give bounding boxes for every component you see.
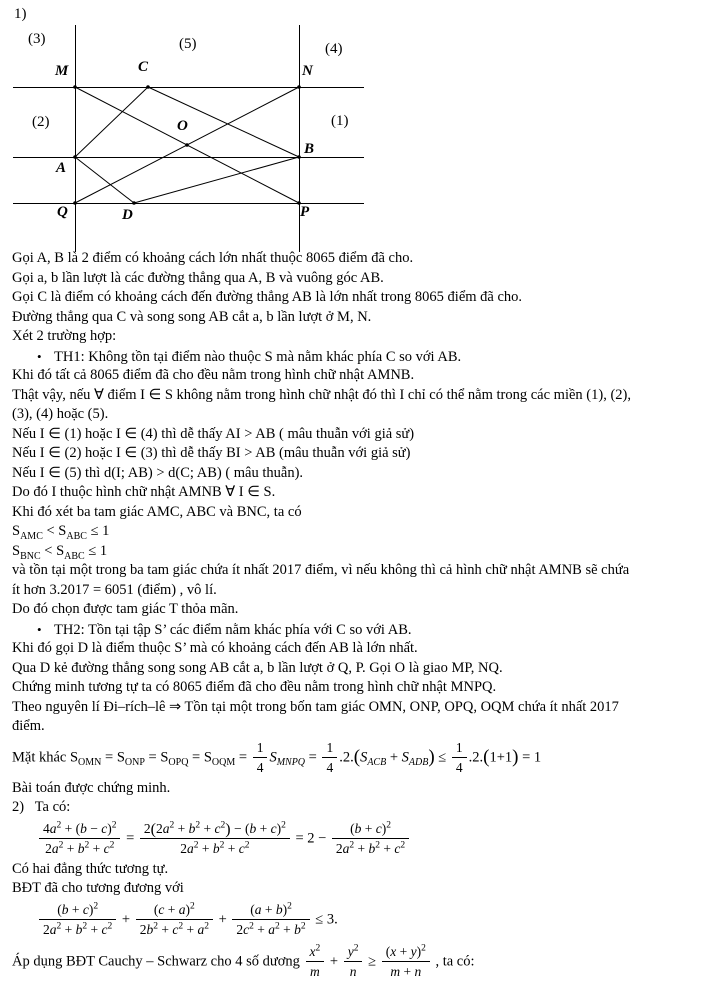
math-token: ) [225,820,231,838]
math-token: .2. [339,748,354,765]
math-token: 2 [58,840,64,850]
math-token: < S [40,542,65,559]
math-token: ) [276,820,282,836]
math-token: = [235,748,251,765]
math-token: 2 [56,921,62,931]
math-token: c [270,820,277,836]
fraction [39,820,120,856]
text-line: Gọi C là điểm có khoảng cách đến đường thẳng AB là lớn nhất trong 8065 điểm đã cho. [12,289,523,305]
math-token: + [380,840,395,856]
math-token: + [198,840,213,856]
math-token: ≥ [364,952,380,969]
math-token: 2 [195,820,201,830]
numerator [332,820,409,838]
denominator [306,961,325,979]
math-token: = [305,748,321,765]
display-formula [12,899,704,941]
math-token: c [214,820,221,836]
math-token: = S [188,748,212,765]
math-token: b [212,840,220,856]
math-token: 2 [400,840,406,850]
numerator [136,901,213,919]
bullet-line [12,620,704,640]
math-token: = 2 − [291,829,330,846]
math-token: + [89,840,104,856]
math-token: 2 [111,820,117,830]
math-token: 2 [219,840,225,850]
math-token: + [261,901,276,917]
math-token: 2 [193,840,199,850]
text-line: Khi đó gọi D là điểm thuộc S’ mà có khoảng cách đến AB là lớn nhất. [12,640,418,656]
text-line: Đường thẳng qua C và song song AB cắt a, b lần lượt ở M, N. [12,308,372,325]
math-token: 2 [180,840,187,856]
math-token: y [347,943,354,959]
region-label-3: (3) [28,31,46,47]
region-label-1: (1) [331,113,349,129]
math-token: 4 [43,820,50,836]
math-token: b [146,921,154,937]
denominator [344,961,363,979]
numerator [344,943,363,961]
math-token: ) [107,820,112,836]
numerator [322,739,337,757]
math-token: − ( [230,820,250,836]
denominator [232,919,309,937]
fraction [140,820,290,856]
math-token: + [386,748,402,765]
point-label-O: O [177,118,188,134]
math-token: c [101,820,108,836]
text-line: Bài toán được chứng minh. [12,779,171,796]
math-token: S [12,542,21,559]
text-line: Khi đó tất cả 8065 điểm đã cho đều nằm trong hình chữ nhật AMNB. [12,367,415,383]
math-token: , ta có: [431,952,475,969]
math-token: 2 [156,820,163,836]
text-line: điểm. [12,718,45,734]
math-token: + [68,901,83,917]
point-dot [73,85,77,89]
math-token: + [157,921,173,937]
point-label-A: A [56,160,67,176]
math-token: a [162,820,170,836]
math-token: b [188,820,196,836]
math-token: 2 [82,921,88,931]
math-token: a [197,921,205,937]
numerator [39,901,116,919]
figure-line [75,87,148,157]
fraction [382,943,430,979]
math-token: 4 [455,759,463,775]
fraction [39,901,116,937]
math-token: + [61,921,76,937]
math-token: ) [282,901,288,917]
math-token: ( [353,745,361,767]
inline-formula-line [12,522,704,542]
math-token: ( [350,820,355,836]
numerator [140,820,290,838]
math-token: 2 [204,921,209,931]
math-token: 2 [236,921,244,937]
math-token: + [354,840,369,856]
fraction [136,901,213,937]
point-dot [146,85,150,89]
region-label-2: (2) [32,114,50,130]
figure-line [134,157,299,203]
point-label-N: N [302,63,313,79]
math-token: Áp dụng BĐT Cauchy – Schwarz cho 4 số dương [12,952,304,969]
math-token: c [158,901,165,917]
math-token: + [63,840,78,856]
math-token: 2 [300,921,306,931]
math-token: a [51,840,59,856]
math-token: m [390,963,401,979]
math-token: ONP [124,756,145,768]
text-line: BĐT đã cho tương đương với [12,880,184,896]
math-token: c [238,840,245,856]
figure-canvas [0,0,704,262]
math-token: 2 [143,820,151,836]
math-token: OMN [78,756,102,768]
text-line: Gọi A, B là 2 điểm có khoảng cách lớn nhất thuộc 8065 điểm đã cho. [12,250,414,266]
math-token: b [75,921,83,937]
solution-text [12,249,704,983]
point-dot [73,201,77,205]
denominator [253,757,268,775]
math-token: 2 [349,840,355,850]
math-token: Mặt khác S [12,748,79,765]
bullet-text: TH1: Không tồn tại điểm nào thuộc S mà nằm khác phía C so với AB. [54,348,462,365]
point-label-C: C [138,59,149,75]
fraction [322,739,337,775]
display-formula [12,941,704,983]
math-token: ABC [66,530,87,542]
math-token: S [269,748,277,765]
numerator [39,820,120,838]
text-line: ít hơn 3.2017 = 6051 (điểm) , vô lí. [12,581,217,598]
point-dot [297,85,301,89]
math-token: + [183,921,198,937]
fraction [232,901,309,937]
numerator [253,739,268,757]
display-formula [12,737,704,779]
math-token: a [254,901,262,917]
math-token: 2 [287,901,292,911]
math-token: 2 [178,921,184,931]
math-token: ( [57,901,62,917]
math-token: ( [385,943,391,959]
denominator [39,919,116,937]
math-token: + [279,921,295,937]
math-token: 2 [375,840,381,850]
math-token: 2 [56,820,62,830]
fraction [306,943,325,979]
region-label-5: (5) [179,36,197,52]
denominator [39,838,120,856]
math-token: + [164,901,179,917]
math-token: OQM [211,756,236,768]
math-token: 2 [93,901,99,911]
math-token: ) [185,901,190,917]
math-token: 2 [139,921,147,937]
denominator [332,838,409,856]
numerator [232,901,309,919]
math-token: ( [250,901,255,917]
fraction [344,943,363,979]
math-token: + [214,910,231,927]
math-token: c [101,921,108,937]
math-token: c [375,820,382,836]
denominator [136,919,213,937]
math-token: b [368,840,376,856]
math-token: 2 [353,943,359,953]
math-token: 2 [421,943,426,953]
math-token: BNC [20,550,41,562]
math-token: 4 [256,759,264,775]
math-token: n [349,963,357,979]
fraction [253,739,268,775]
math-token: + [253,921,269,937]
math-token: − [86,820,102,836]
math-token: ACB [367,756,387,768]
math-token: ADB [408,756,429,768]
figure-line [148,87,299,157]
math-token: b [77,840,85,856]
math-token: S [360,748,368,765]
math-token: OPQ [168,756,189,768]
problem-number: 1) [14,6,27,22]
math-token: 2 [45,840,52,856]
numerator [452,739,467,757]
math-token: + [326,952,342,969]
math-token: + [224,840,239,856]
math-token: a [342,840,350,856]
math-token: 2 [275,921,280,931]
math-token: c [243,921,250,937]
point-label-M: M [55,63,69,79]
math-token: a [178,901,186,917]
fraction [332,820,409,856]
math-token: + [118,910,134,927]
math-token: = S [101,748,125,765]
math-token: b [80,820,87,836]
text-line: Nếu I ∈ (2) hoặc I ∈ (3) thì dễ thấy BI > AB (mâu thuẫn với giả sử) [12,445,411,461]
math-token: .2. [468,748,484,765]
point-label-P: P [300,204,310,220]
math-token: = [122,829,138,846]
math-token: 1 [256,739,264,755]
display-formula [12,818,704,860]
math-token: a [49,921,57,937]
math-token: a [49,820,57,836]
math-token: ) [428,745,435,767]
math-token: + [361,820,376,836]
math-token: + [400,963,415,979]
text-line: Qua D kẻ đường thẳng song song AB cắt a, b lần lượt ở Q, P. Gọi O là giao MP, NQ. [12,659,503,676]
math-token: 4 [326,759,334,775]
text-line: Xét 2 trường hợp: [12,328,117,344]
math-token: + [396,943,411,959]
math-token: + [87,921,102,937]
math-token: 2 [249,921,254,931]
text-line: Chứng minh tương tự ta có 8065 điểm đã cho đều nằm trong hình chữ nhật MNPQ. [12,679,497,695]
math-token: + [174,820,189,836]
text-line: Theo nguyên lí Đi–rích–lê ⇒ Tồn tại một trong bốn tam giác OMN, ONP, OPQ, OQM chứa ít nhất 2017 [12,698,619,715]
text-line: và tồn tại một trong ba tam giác chứa ít nhất 2017 điểm, vì nếu không thì cả hình chữ nhật AMNB sẽ chứa [12,562,630,578]
math-token: 2 [109,840,115,850]
text-line: Có hai đẳng thức tương tự. [12,860,169,877]
math-token: < S [42,523,67,539]
math-token: 2 [153,921,158,931]
math-token: 1 [326,739,334,755]
math-token: S [12,523,21,539]
math-token: ≤ 1 [86,523,110,539]
fraction [452,739,467,775]
math-token: AMC [20,530,43,542]
math-token: b [294,921,301,937]
bullet-icon: • [37,348,42,364]
geometry-figure [0,0,704,262]
point-dot [73,155,77,159]
text-line: Do đó chọn được tam giác T thỏa mãn. [12,601,239,617]
math-token: c [172,921,179,937]
math-token: + [200,820,215,836]
math-token: x [309,943,316,959]
math-token: + ( [61,820,81,836]
math-token: m [310,963,320,979]
text-line: 2) Ta có: [12,799,71,815]
math-token: c [103,840,110,856]
point-dot [132,201,136,205]
numerator [382,943,430,961]
math-token: ) [381,820,387,836]
denominator [382,961,430,979]
math-token: = S [144,748,169,765]
point-label-Q: Q [57,204,68,220]
text-line: Do đó I thuộc hình chữ nhật AMNB ∀ I ∈ S. [12,484,276,500]
math-token: 2 [386,820,391,830]
math-token: n [414,963,422,979]
math-token: ≤ 3. [311,910,338,927]
math-token: b [275,901,283,917]
math-token: ( [483,745,490,767]
math-token: ABC [64,550,85,562]
math-token: S [401,748,409,765]
inline-formula-line [12,542,704,562]
bullet-icon: • [37,621,42,637]
math-token: 2 [220,820,226,830]
text-line: Nếu I ∈ (5) thì d(I; AB) > d(C; AB) ( mâu thuẫn). [12,464,304,481]
point-label-B: B [304,141,315,157]
text-line: Gọi a, b lần lượt là các đường thẳng qua A, B và vuông góc AB. [12,269,384,286]
math-token: x [390,943,397,959]
math-token: 2 [84,840,90,850]
text-line: (3), (4) hoặc (5). [12,406,109,422]
math-token: 2 [190,901,195,911]
math-token: 2 [315,943,321,953]
math-token: b [61,901,69,917]
math-token: b [354,820,362,836]
math-token: c [82,901,89,917]
math-token: MNPQ [276,756,306,768]
math-token: b [249,820,257,836]
math-token: 2 [281,820,286,830]
math-token: ( [150,820,156,838]
math-token: 1 [455,739,463,755]
math-token: ) [512,745,519,767]
point-label-D: D [122,207,133,223]
numerator [306,943,325,961]
math-token: c [394,840,401,856]
denominator [140,838,290,856]
text-line: Khi đó xét ba tam giác AMC, ABC và BNC, ta có [12,503,302,520]
math-token: 2 [244,840,250,850]
math-token: 2 [43,921,50,937]
math-token: ( [153,901,159,917]
math-token: 2 [107,921,113,931]
point-dot [185,143,189,147]
bullet-line [12,347,704,367]
math-token: ≤ [434,748,450,765]
region-label-4: (4) [325,41,343,57]
math-token: ) [88,901,94,917]
figure-line [75,157,134,203]
math-token: = 1 [518,748,542,765]
bullet-text: TH2: Tồn tại tập S’ các điểm nằm khác phía với C so với AB. [54,621,412,638]
math-token: a [268,921,275,937]
point-dot [297,155,301,159]
math-token: + [256,820,271,836]
math-token: ) [416,943,422,959]
math-token: 2 [169,820,175,830]
text-line: Nếu I ∈ (1) hoặc I ∈ (4) thì dễ thấy AI > AB ( mâu thuẫn với giả sử) [12,425,415,442]
denominator [452,757,467,775]
denominator [322,757,337,775]
math-token: a [186,840,194,856]
math-token: ≤ 1 [84,542,108,559]
math-token: y [410,943,417,959]
math-token: 1+1 [489,748,513,765]
text-line: Thật vậy, nếu ∀ điểm I ∈ S không nằm trong hình chữ nhật đó thì I chỉ có thể nằm trong các miền (1), (2), [12,386,631,403]
math-token: 2 [335,840,343,856]
